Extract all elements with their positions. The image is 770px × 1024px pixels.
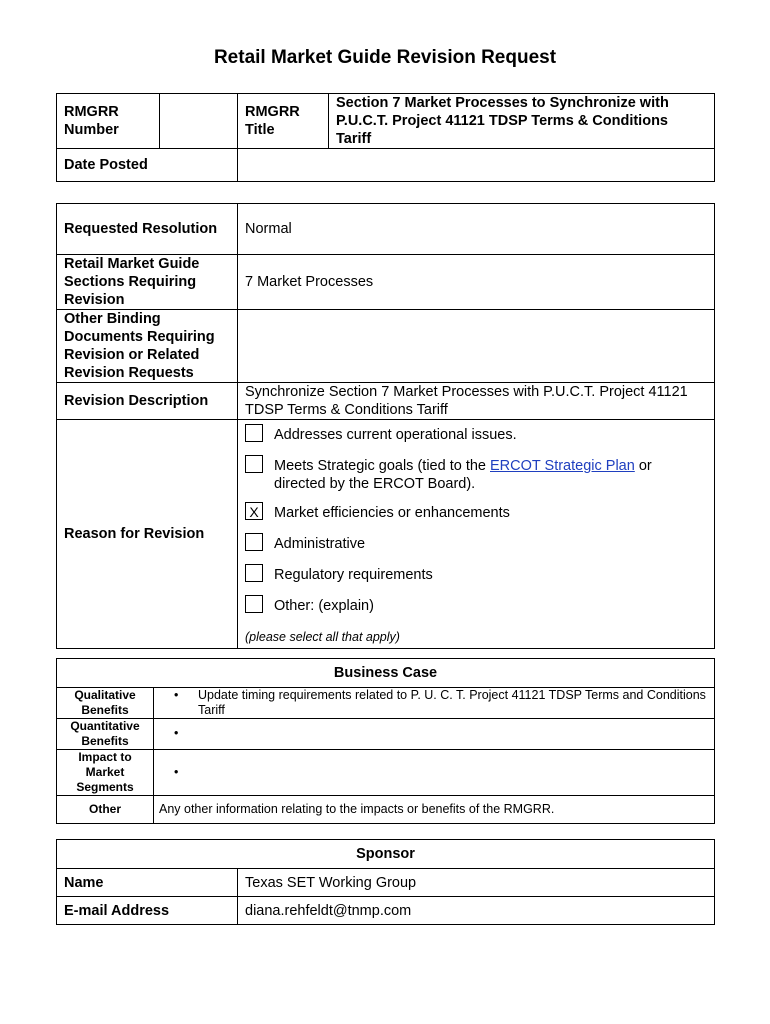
reason-regulatory <box>245 566 707 586</box>
business-case-heading: Business Case <box>57 659 715 688</box>
reason-regulatory-text: Regulatory requirements <box>274 567 433 583</box>
checkbox-other[interactable] <box>245 595 263 613</box>
revision-description-label: Revision Description <box>57 383 238 420</box>
reason-options <box>238 420 715 649</box>
date-posted-value[interactable] <box>238 149 715 182</box>
other-docs-label: Other Binding Documents Requiring Revision or Related Revision Requests <box>57 310 238 383</box>
quantitative-benefits-value[interactable] <box>154 719 715 750</box>
qualitative-benefits-label: Qualitative Benefits <box>57 688 154 719</box>
reason-other <box>245 597 707 617</box>
sponsor-name-label: Name <box>57 869 238 897</box>
bullet-icon: • <box>174 765 179 779</box>
other-docs-value[interactable] <box>238 310 715 383</box>
reason-other-text: Other: (explain) <box>274 598 374 614</box>
reason-strategic-text-after: or directed by the ERCOT Board). <box>274 458 652 492</box>
bullet-icon: • <box>174 688 179 702</box>
other-label: Other <box>57 796 154 824</box>
checkbox-strategic[interactable] <box>245 455 263 473</box>
ercot-strategic-plan-link[interactable]: ERCOT Strategic Plan <box>490 458 635 474</box>
reason-operational-text: Addresses current operational issues. <box>274 427 517 443</box>
details-table <box>56 203 715 649</box>
reason-for-revision-label: Reason for Revision <box>57 420 238 649</box>
business-case-table <box>56 658 715 824</box>
sponsor-table <box>56 839 715 925</box>
checkbox-administrative[interactable] <box>245 533 263 551</box>
sponsor-name-value[interactable]: Texas SET Working Group <box>238 869 715 897</box>
checkbox-efficiencies[interactable]: X <box>245 502 263 520</box>
rmgrr-title-value[interactable]: Section 7 Market Processes to Synchronize with P.U.C.T. Project 41121 TDSP Terms & Conditions Tariff <box>329 94 715 149</box>
impact-market-segments-label: Impact to Market Segments <box>57 750 154 796</box>
qualitative-benefits-value[interactable] <box>154 688 715 719</box>
checkbox-regulatory[interactable] <box>245 564 263 582</box>
qualitative-benefits-text: Update timing requirements related to P. U. C. T. Project 41121 TDSP Terms and Conditions Tariff <box>198 688 706 717</box>
date-posted-label: Date Posted <box>57 149 238 182</box>
impact-market-segments-value[interactable] <box>154 750 715 796</box>
quantitative-benefits-label: Quantitative Benefits <box>57 719 154 750</box>
reason-strategic-text-before: Meets Strategic goals (tied to the <box>274 458 490 474</box>
other-value[interactable]: Any other information relating to the impacts or benefits of the RMGRR. <box>154 796 715 824</box>
rmgrr-title-label: RMGRR Title <box>238 94 329 149</box>
checkbox-operational[interactable] <box>245 424 263 442</box>
reason-efficiencies-text: Market efficiencies or enhancements <box>274 505 510 521</box>
sections-label: Retail Market Guide Sections Requiring Revision <box>57 255 238 310</box>
reason-administrative <box>245 535 707 555</box>
rmgrr-number-value[interactable] <box>160 94 238 149</box>
bullet-icon: • <box>174 726 179 740</box>
revision-description-value[interactable]: Synchronize Section 7 Market Processes with P.U.C.T. Project 41121 TDSP Terms & Conditions Tariff <box>238 383 715 420</box>
reason-strategic <box>245 457 707 493</box>
reason-note: (please select all that apply) <box>245 630 400 644</box>
reason-operational <box>245 426 707 446</box>
sections-value[interactable]: 7 Market Processes <box>238 255 715 310</box>
sponsor-heading: Sponsor <box>57 840 715 869</box>
header-table <box>56 93 715 182</box>
rmgrr-number-label: RMGRR Number <box>57 94 160 149</box>
reason-efficiencies <box>245 504 707 524</box>
reason-administrative-text: Administrative <box>274 536 366 552</box>
requested-resolution-value[interactable]: Normal <box>238 204 715 255</box>
page-title: Retail Market Guide Revision Request <box>213 47 557 68</box>
sponsor-email-label: E-mail Address <box>57 897 238 925</box>
requested-resolution-label: Requested Resolution <box>57 204 238 255</box>
sponsor-email-value[interactable]: diana.rehfeldt@tnmp.com <box>238 897 715 925</box>
